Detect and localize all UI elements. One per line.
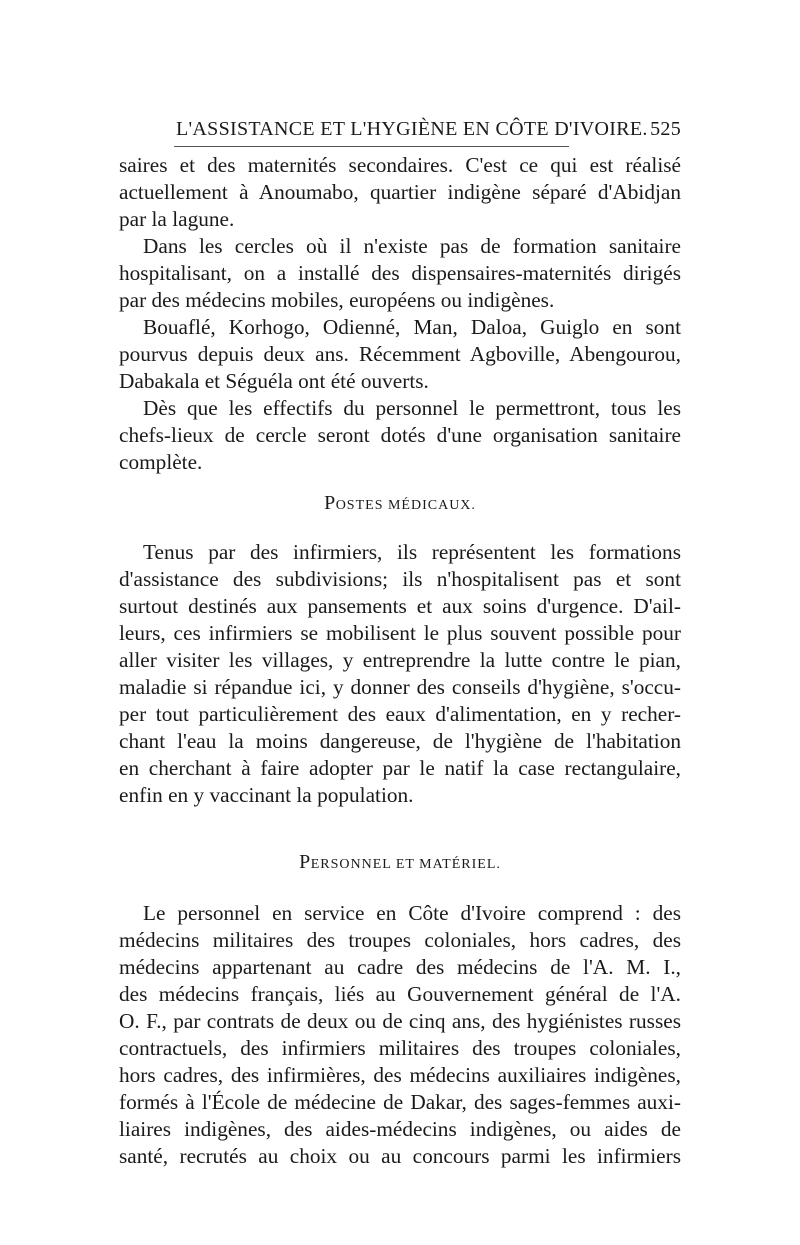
text-line: d'assistance des subdivisions; ils n'hospitalisent pas et sont (119, 567, 681, 591)
running-header (119, 118, 681, 146)
paragraph (119, 395, 681, 476)
text-line: médecins appartenant au cadre des médecins de l'A. M. I., (119, 955, 681, 979)
page-number: 525 (650, 118, 681, 140)
text-line: complète. (119, 450, 203, 474)
paragraph (119, 900, 681, 1170)
text-line: Le personnel en service en Côte d'Ivoire comprend : des (143, 901, 681, 925)
text-line: médecins militaires des troupes coloniales, hors cadres, des (119, 928, 681, 952)
text-line: leurs, ces infirmiers se mobilisent le plus souvent possible pour (119, 621, 681, 645)
text-line: liaires indigènes, des aides-médecins indigènes, ou aides de (119, 1117, 681, 1141)
text-line: per tout particulièrement des eaux d'alimentation, en y recher- (119, 702, 681, 726)
text-line: par des médecins mobiles, européens ou indigènes. (119, 288, 555, 312)
text-line: surtout destinés aux pansements et aux soins d'urgence. D'ail- (119, 594, 681, 618)
text-line: Dès que les effectifs du personnel le permettront, tous les (143, 396, 681, 420)
book-page (119, 118, 681, 1170)
running-title: L'ASSISTANCE ET L'HYGIÈNE EN CÔTE D'IVOIRE. (176, 118, 648, 140)
text-line: Dabakala et Séguéla ont été ouverts. (119, 369, 429, 393)
text-line: pourvus depuis deux ans. Récemment Agboville, Abengourou, (119, 342, 681, 366)
text-line: contractuels, des infirmiers militaires des troupes coloniales, (119, 1036, 681, 1060)
text-line: en cherchant à faire adopter par le natif la case rectangulaire, (119, 756, 681, 780)
text-line: enfin en y vaccinant la population. (119, 783, 414, 807)
text-line: hors cadres, des infirmières, des médecins auxiliaires indigènes, (119, 1063, 681, 1087)
heading-initial: P (324, 492, 336, 514)
text-line: actuellement à Anoumabo, quartier indigène séparé d'Abidjan (119, 180, 681, 204)
text-line: formés à l'École de médecine de Dakar, des sages-femmes auxi- (119, 1090, 681, 1114)
text-line: Dans les cercles où il n'existe pas de formation sanitaire (143, 234, 681, 258)
text-line: Tenus par des infirmiers, ils représentent les formations (143, 540, 681, 564)
text-line: O. F., par contrats de deux ou de cinq ans, des hygiénistes russes (119, 1009, 681, 1033)
paragraph (119, 539, 681, 809)
section-heading-personnel-materiel (119, 849, 681, 878)
text-line: aller visiter les villages, y entreprendre la lutte contre le pian, (119, 648, 681, 672)
text-line: par la lagune. (119, 207, 235, 231)
text-line: des médecins français, liés au Gouvernement général de l'A. (119, 982, 681, 1006)
text-line: maladie si répandue ici, y donner des conseils d'hygiène, s'occu- (119, 675, 681, 699)
paragraph (119, 314, 681, 395)
heading-rest: OSTES MÉDICAUX. (335, 498, 476, 513)
text-line: hospitalisant, on a installé des dispensaires-maternités dirigés (119, 261, 681, 285)
heading-rest: ERSONNEL ET MATÉRIEL. (310, 857, 501, 872)
text-line: saires et des maternités secondaires. C'est ce qui est réalisé (119, 153, 681, 177)
paragraph (119, 233, 681, 314)
text-line: chant l'eau la moins dangereuse, de l'hygiène de l'habitation (119, 729, 681, 753)
body-text (119, 152, 681, 1170)
section-heading-postes-medicaux (119, 490, 681, 519)
text-line: chefs-lieux de cercle seront dotés d'une organisation sanitaire (119, 423, 681, 447)
paragraph (119, 152, 681, 233)
header-rule (174, 146, 569, 147)
text-line: Bouaflé, Korhogo, Odienné, Man, Daloa, Guiglo en sont (143, 315, 681, 339)
heading-initial: P (299, 851, 311, 873)
text-line: santé, recrutés au choix ou au concours parmi les infirmiers (119, 1144, 681, 1168)
